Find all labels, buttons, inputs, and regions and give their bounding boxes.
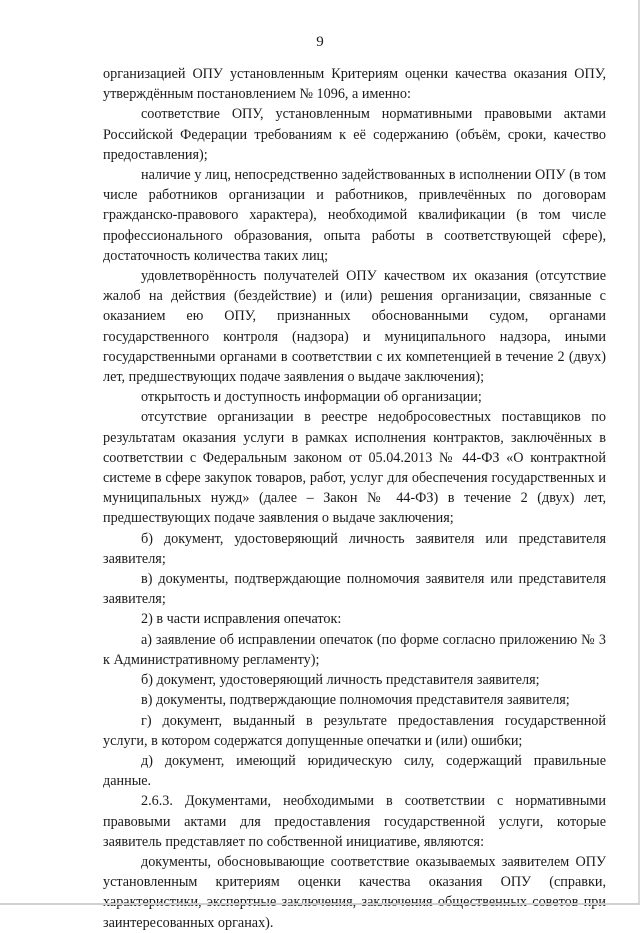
paragraph-legal-document: д) документ, имеющий юридическую силу, содержащий правильные данные. [103, 752, 606, 790]
paragraph-typo-correction: 2) в части исправления опечаток: [141, 611, 342, 628]
paragraph-representative-identity: б) документ, удостоверяющий личность представителя заявителя; [141, 672, 540, 689]
paragraph-registry: отсутствие организации в реестре недобросовестных поставщиков по результатам оказания услуги в рамках исполнения контрактов, заключённых в соответствии с Федеральным законом от 05.04.2013 № 44-ФЗ «О контрактной системе в сфере закупок товаров, работ, услуг для обеспечения государственных и муниципальных нужд» (далее – Закон № 44-ФЗ) в течение 2 (двух) лет, предшествующих подаче заявления о выдаче заключения; [103, 409, 606, 527]
paragraph-qualified-staff: наличие у лиц, непосредственно задействованных в исполнении ОПУ (в том числе работников организации и работников, привлечённых по договорам гражданско-правового характера), необходимой квалификации (в том числе профессионального образования, опыта работы в соответствующей сфере), достаточность количества таких лиц; [103, 167, 606, 264]
paragraph-authority-documents: в) документы, подтверждающие полномочия заявителя или представителя заявителя; [103, 571, 606, 608]
paragraph-supporting-documents: документы, обосновывающие соответствие оказываемых заявителем ОПУ установленным критериям оценки качества оказания ОПУ (справки, заинтересованных органах). [103, 853, 606, 931]
paragraph-compliance: соответствие ОПУ, установленным нормативными правовыми актами Российской Федерации требованиям к её содержанию (объём, сроки, качество предоставления); [103, 106, 606, 163]
paragraph-satisfaction: удовлетворённость получателей ОПУ качеством их оказания (отсутствие жалоб на действия (бездействие) и (или) решения организации, связанные с оказанием ею ОПУ, признанных обоснованными судом, органами государственного контроля (надзора) и муниципального надзора, иными государственными органами в соответствии с их компетенцией в течение 2 (двух) лет, предшествующих подаче заявления о выдаче заключения); [103, 268, 606, 386]
page-number: 9 [316, 34, 324, 50]
paragraph-openness: открытость и доступность информации об организации; [141, 389, 482, 406]
document-body [103, 64, 606, 933]
paragraph-typo-application: а) заявление об исправлении опечаток (по форме согласно приложению № 3 к Административному регламенту); [103, 631, 606, 668]
paragraph-issued-document: г) документ, выданный в результате предоставления государственной услуги, в котором содержатся допущенные опечатки и (или) ошибки; [103, 712, 606, 749]
paragraph-representative-authority: в) документы, подтверждающие полномочия представителя заявителя; [141, 692, 570, 709]
paragraph-criteria-intro: организацией ОПУ установленным Критериям оценки качества оказания ОПУ, утверждённым постановлением № 1096, а именно: [103, 66, 606, 103]
paragraph-section-2-6-3: 2.6.3. Документами, необходимыми в соответствии с нормативными правовыми актами для предоставления государственной услуги, которые заявитель представляет по собственной инициативе, являются: [103, 793, 606, 850]
paragraph-identity-document: б) документ, удостоверяющий личность заявителя или представителя заявителя; [103, 530, 606, 567]
